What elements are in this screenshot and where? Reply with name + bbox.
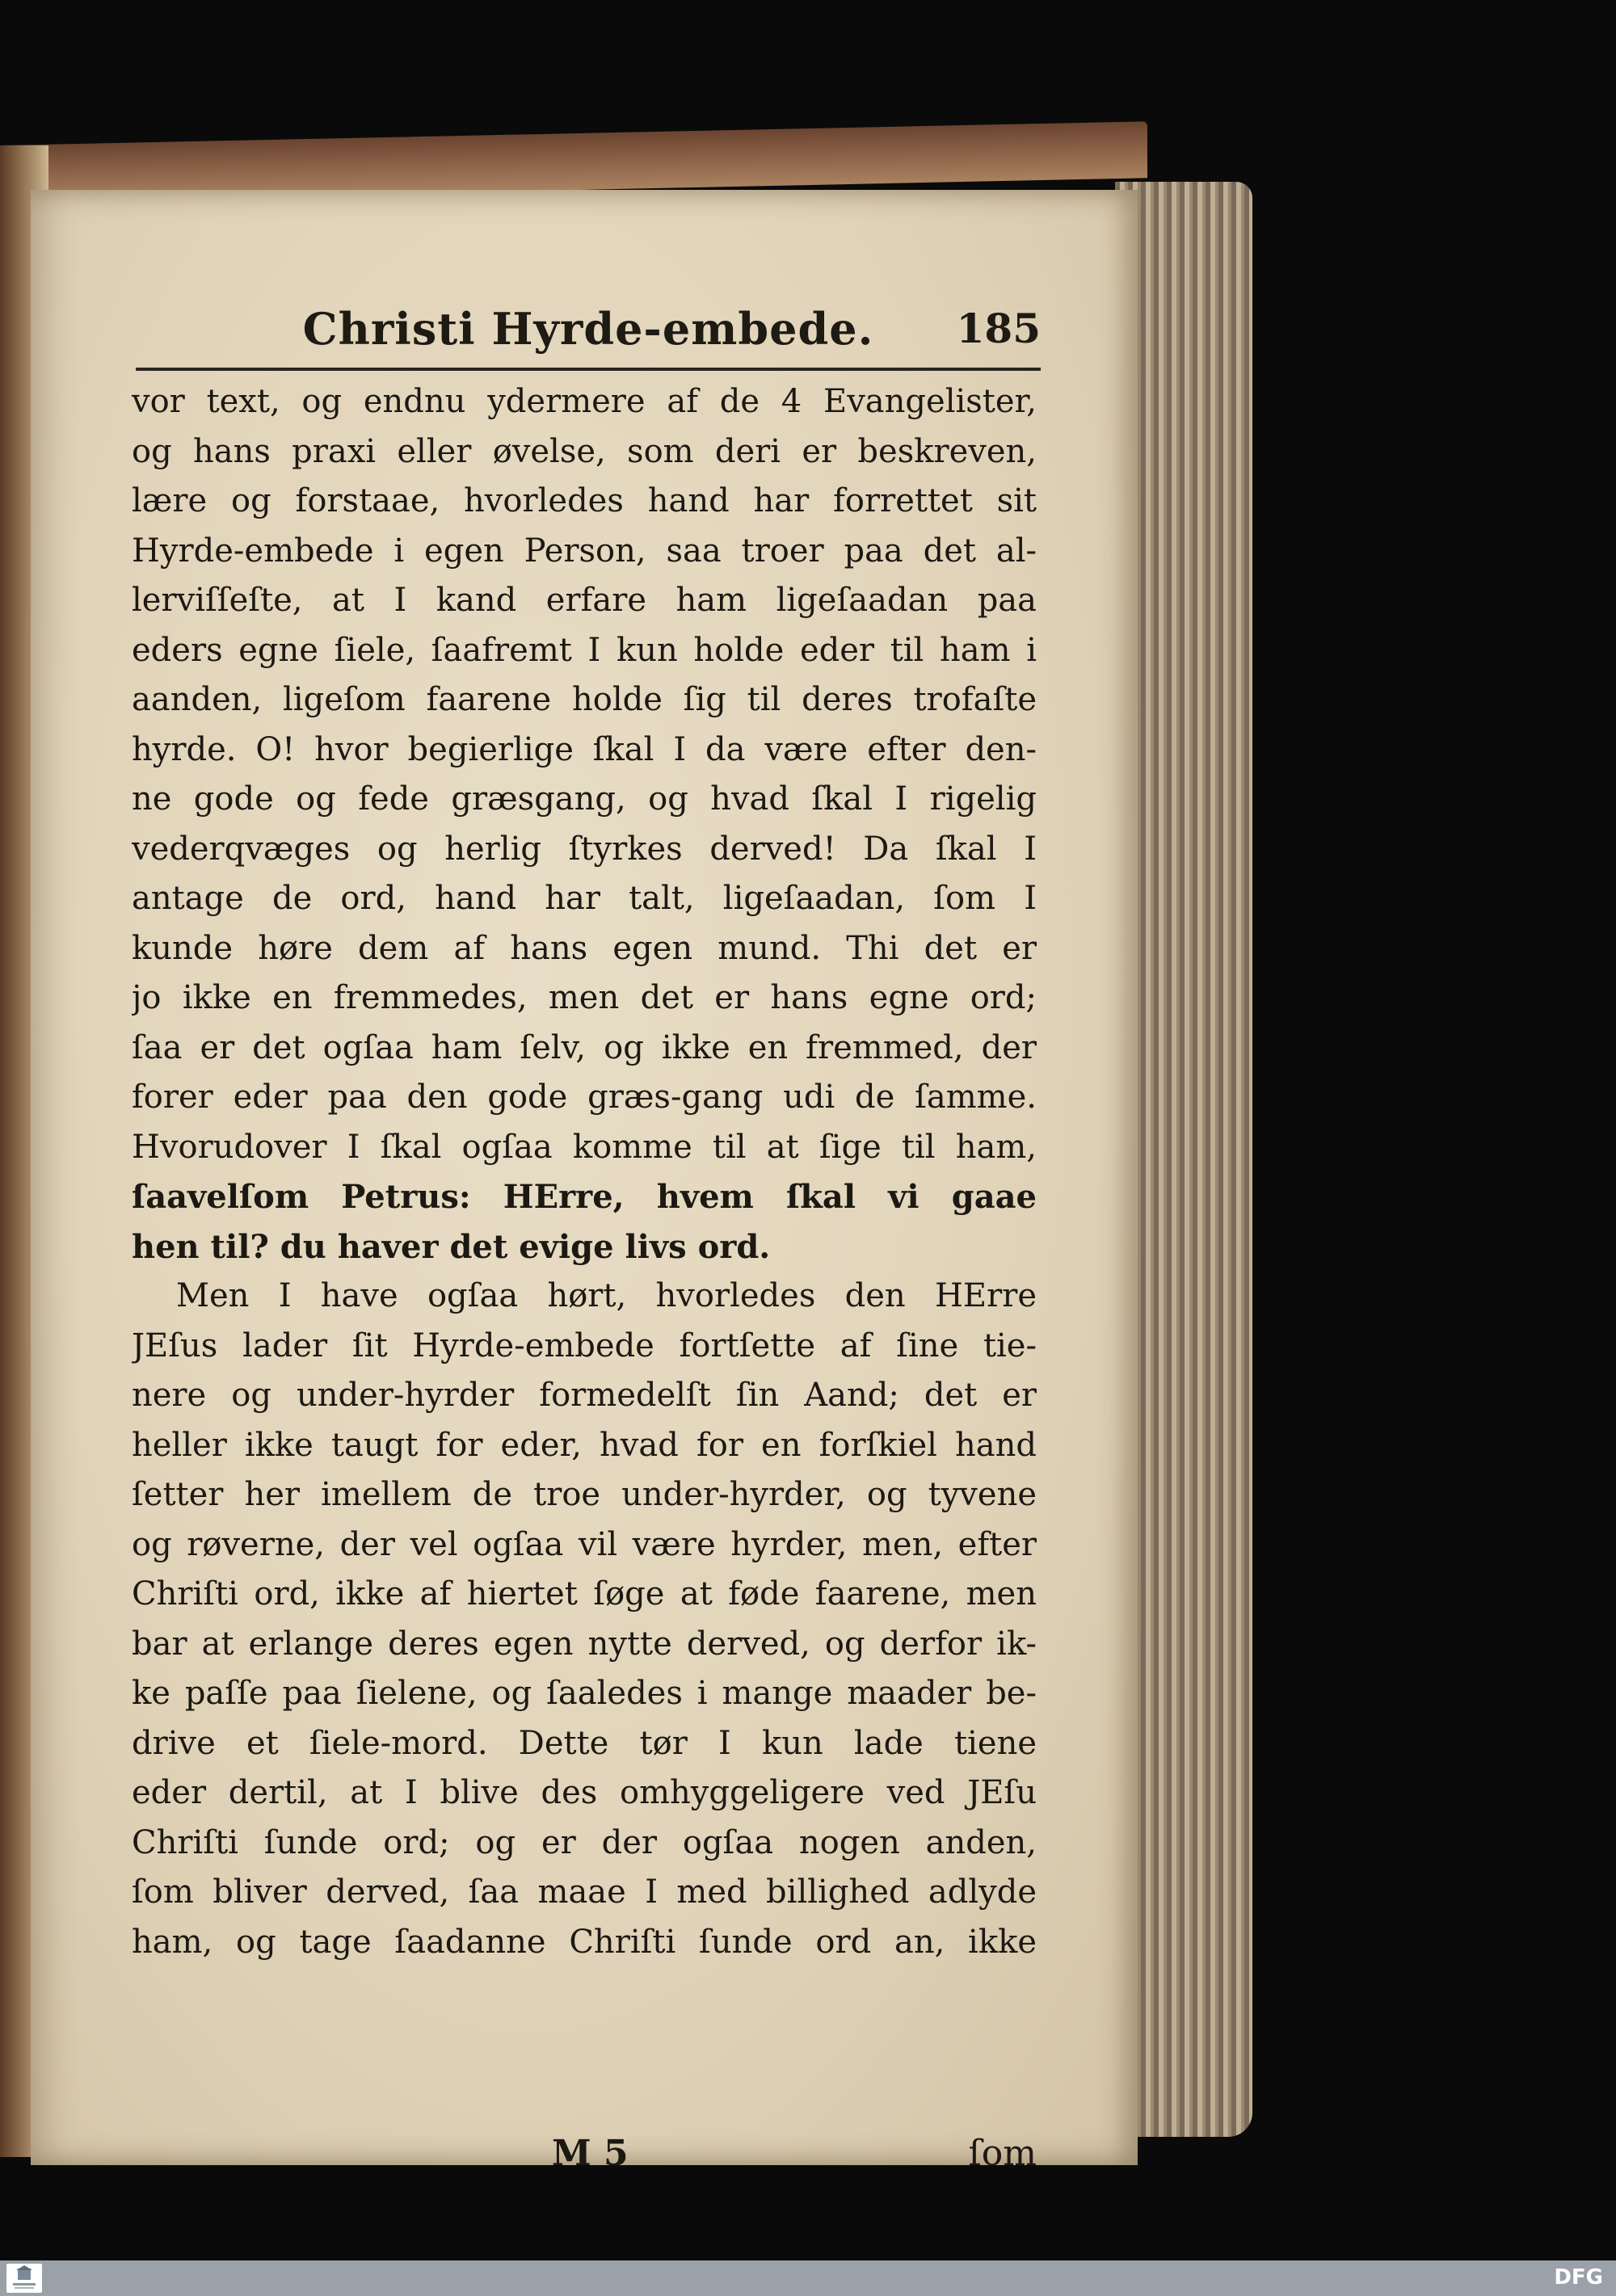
text-line: Hvorudover I ſkal ogſaa komme til at ſige til ham, [132,1128,1037,1166]
text-line: ke paſſe paa ſielene, og ſaaledes i mange maader be- [132,1675,1037,1712]
text-line: ſaavelſom Petrus: HErre, hvem ſkal vi gaae [132,1178,1037,1216]
running-title: Christi Hyrde-embede. [302,303,874,355]
text-line: lerviſſeſte, at I kand erfare ham ligeſaadan paa [132,582,1037,619]
book-page [31,190,1138,2174]
text-line: Hyrde-embede i egen Person, saa troer paa det al- [132,532,1037,570]
text-line: Men I have ogſaa hørt, hvorledes den HErre [176,1277,1037,1314]
text-line: forer eder paa den gode græs-gang udi de ſamme. [132,1079,1037,1116]
text-line: drive et ſiele-mord. Dette tør I kun lade tiene [132,1724,1037,1762]
text-line: vor text, og endnu ydermere af de 4 Evangelister, [132,383,1037,420]
body-text [132,377,1037,1967]
text-line: aanden, ligeſom faarene holde ſig til deres trofaſte [132,681,1037,718]
text-line: hyrde. O! hvor begierlige ſkal I da være efter den- [132,730,1037,768]
text-line: og røverne, der vel ogſaa vil være hyrder, men, efter [132,1525,1037,1563]
text-line: Chriſti ord, ikke af hiertet ſøge at føde faarene, men [132,1575,1037,1613]
text-line: antage de ord, hand har talt, ligeſaadan, ſom I [132,880,1037,917]
library-logo-icon [6,2264,42,2293]
text-line: lære og forstaae, hvorledes hand har forrettet sit [132,482,1037,519]
viewer-footer-bar [0,2260,1616,2296]
text-line: hen til? du haver det evige livs ord. [132,1227,771,1266]
catchword: ſom [968,2133,1037,2174]
text-line: eder dertil, at I blive des omhyggeligere ved JEſu [132,1774,1037,1811]
text-line: jo ikke en fremmedes, men det er hans egne ord; [132,979,1037,1016]
page-number: 185 [956,305,1041,352]
page-footer [132,2133,1037,2181]
text-line: bar at erlange deres egen nytte derved, og derfor ik- [132,1625,1037,1663]
text-line: JEſus lader ſit Hyrde-embede fortſette af ſine tie- [132,1327,1037,1365]
dfg-logo: DFG [1554,2265,1603,2290]
text-line: ſetter her imellem de troe under-hyrder, og tyvene [132,1476,1037,1513]
text-line: ne gode og fede græsgang, og hvad ſkal I rigelig [132,780,1037,818]
text-line: ham, og tage ſaadanne Chriſti ſunde ord an, ikke [132,1923,1037,1961]
text-line: eders egne ſiele, ſaafremt I kun holde eder til ham i [132,631,1037,669]
text-line: ſom bliver derved, ſaa maae I med billighed adlyde [132,1873,1037,1911]
text-line: ſaa er det ogſaa ham ſelv, og ikke en fremmed, der [132,1028,1037,1066]
text-line: nere og under-hyrder formedelſt ſin Aand; det er [132,1377,1037,1414]
text-line: vederqvæges og herlig ſtyrkes derved! Da ſkal I [132,830,1037,868]
text-line: og hans praxi eller øvelse, som deri er beskreven, [132,432,1037,470]
text-line: Chriſti ſunde ord; og er der ogſaa nogen anden, [132,1823,1037,1861]
page-header [136,303,1041,376]
text-line: heller ikke taugt for eder, hvad for en forſkiel hand [132,1426,1037,1464]
signature-mark: M 5 [552,2133,629,2174]
text-line: kunde høre dem af hans egen mund. Thi det er [132,929,1037,967]
header-rule [136,368,1041,371]
